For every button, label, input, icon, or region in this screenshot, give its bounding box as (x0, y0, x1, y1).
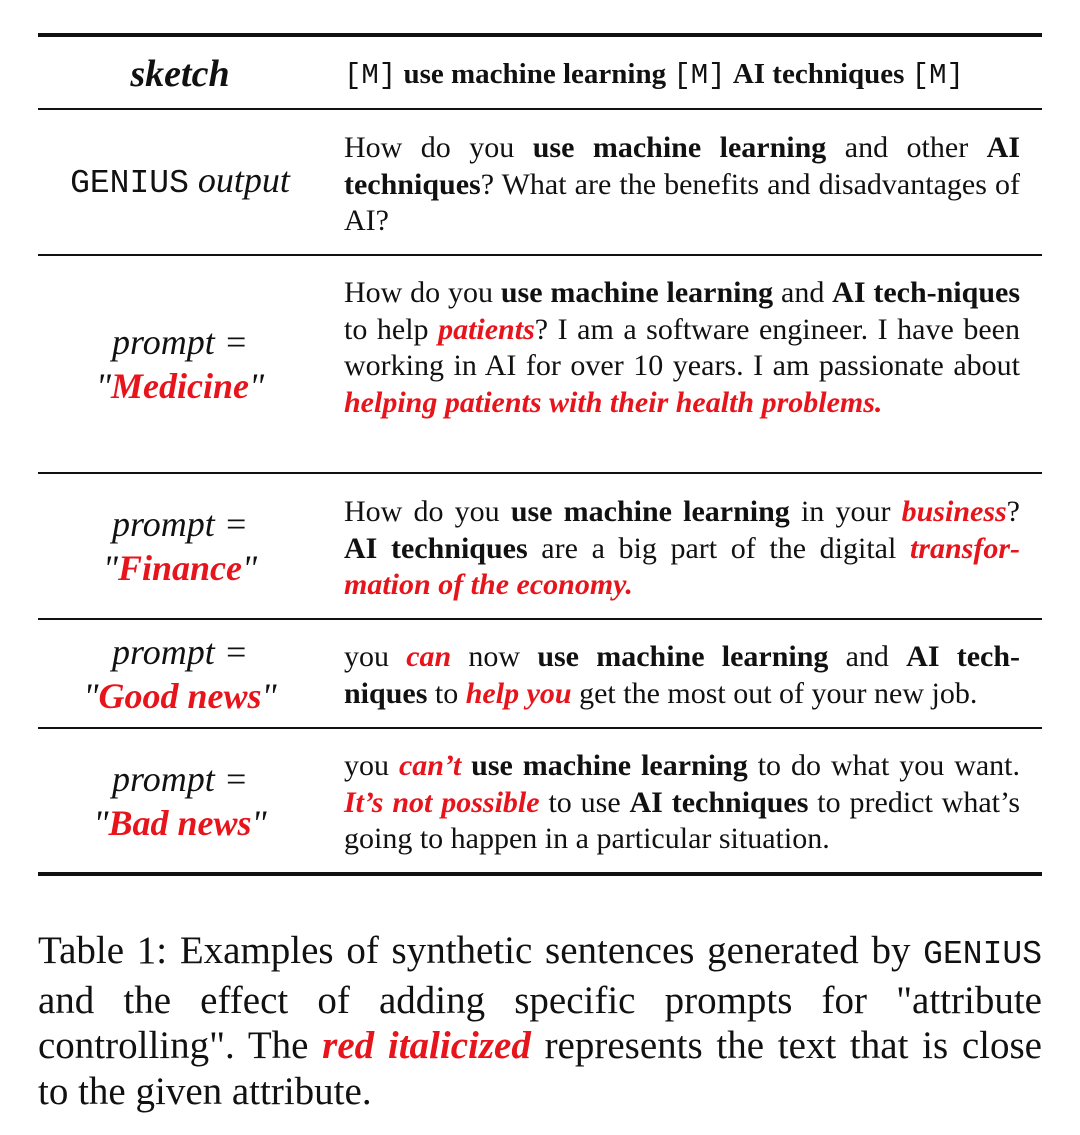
text-span: and (773, 276, 833, 309)
attribute-span: can’t (398, 749, 462, 782)
text-span (461, 749, 471, 782)
sketch-span: AI techniques (344, 131, 1020, 201)
prompt-value-good-news: Good news (98, 675, 262, 716)
text-span: to (427, 676, 466, 710)
attribute-span: patients (438, 312, 535, 346)
sketch-span: AI techniques (344, 531, 528, 565)
sketch-span: use machine learning (500, 276, 774, 309)
row-divider (38, 727, 1042, 729)
table-bottom-rule (38, 872, 1042, 876)
text-span: to predict what’s going to happen in a particular situation. (344, 785, 1020, 855)
text-span: in your (789, 495, 902, 528)
text-span: to help (344, 312, 439, 346)
text-span: ? I am a software engineer. I have been working in AI for over 10 years. I am passionate about (344, 312, 1020, 382)
mask-token: [M] (911, 59, 964, 92)
prompt-label: prompt = (112, 631, 248, 672)
prompt-finance-label: prompt = "Finance" (102, 504, 258, 588)
text-span: to use (539, 785, 630, 819)
row-divider (38, 254, 1042, 256)
text-span: you (344, 640, 407, 673)
text-span: you (344, 749, 399, 782)
prompt-bad-news-label: prompt = "Bad news" (93, 758, 267, 843)
text-span: and (828, 640, 907, 673)
table-top-rule (38, 33, 1042, 37)
mask-token: [M] (344, 59, 397, 92)
mask-token: [M] (673, 59, 726, 92)
text-span: ? What are the benefits and disadvantages of AI? (344, 167, 1020, 237)
header-sketch-content (344, 56, 1020, 94)
sketch-span: use machine learning (510, 495, 790, 528)
sketch-span: use machine learning (537, 640, 829, 673)
caption-text: and the effect of adding specific prompts for "attribute controlling". The (38, 978, 1042, 1067)
header-sketch-label (38, 44, 322, 104)
text-span: How do you (344, 495, 511, 528)
prompt-value-finance: Finance (117, 548, 242, 588)
attribute-span: helping patients with their health problems. (344, 385, 883, 419)
medicine-output-text (344, 275, 1020, 421)
prompt-value-medicine: Medicine (111, 366, 249, 406)
prompt-value-bad-news: Bad news (108, 802, 252, 843)
finance-output-text (344, 494, 1020, 604)
prompt-good-news-label: prompt = "Good news" (83, 631, 277, 716)
caption-text: Table 1: Examples of synthetic sentences generated by (38, 929, 924, 972)
prompt-label: prompt = (112, 504, 248, 544)
text-span: get the most out of your new job. (571, 676, 978, 710)
text-span: are a big part of the digital (527, 531, 910, 565)
sketch-span: AI tech-niques (344, 640, 1021, 710)
genius-output-label (38, 112, 322, 252)
attribute-span: transfor-mation of the economy. (344, 531, 1020, 601)
attribute-span: can (406, 640, 452, 673)
text-span: to do what you want. (747, 749, 1021, 782)
attribute-span: help you (465, 676, 572, 710)
sketch-span: AI tech-niques (832, 276, 1021, 309)
caption-text: represents the text that is close to the given attribute. (38, 1024, 1042, 1113)
prompt-label: prompt = (112, 322, 248, 362)
sketch-span: AI techniques (629, 785, 809, 819)
genius-output-text (344, 130, 1020, 240)
bad-news-output-text (344, 748, 1020, 858)
header-bottom-rule (38, 108, 1042, 110)
sketch-span: use machine learning (403, 58, 667, 90)
text-span: now (451, 640, 538, 673)
text-span: ? (1006, 495, 1020, 528)
row-divider (38, 472, 1042, 474)
output-word: output (197, 160, 290, 200)
caption-genius-name: GENIUS (923, 936, 1042, 973)
caption-highlight: red italicized (322, 1024, 531, 1067)
row-divider (38, 618, 1042, 620)
text-span: How do you (344, 131, 533, 164)
good-news-output-text (344, 639, 1020, 712)
attribute-span: business (901, 495, 1007, 528)
attribute-span: It’s not possible (344, 785, 540, 819)
text-span: How do you (344, 276, 501, 309)
sketch-title: sketch (130, 53, 230, 95)
sketch-span: use machine learning (532, 131, 827, 164)
table-caption (38, 928, 1042, 1114)
prompt-medicine-label: prompt = "Medicine" (95, 322, 265, 406)
prompt-label: prompt = (112, 758, 248, 799)
genius-name: GENIUS (70, 165, 189, 202)
text-span: and other (826, 131, 987, 164)
sketch-span: use machine learning (471, 749, 748, 782)
sketch-span: AI techniques (732, 58, 905, 90)
